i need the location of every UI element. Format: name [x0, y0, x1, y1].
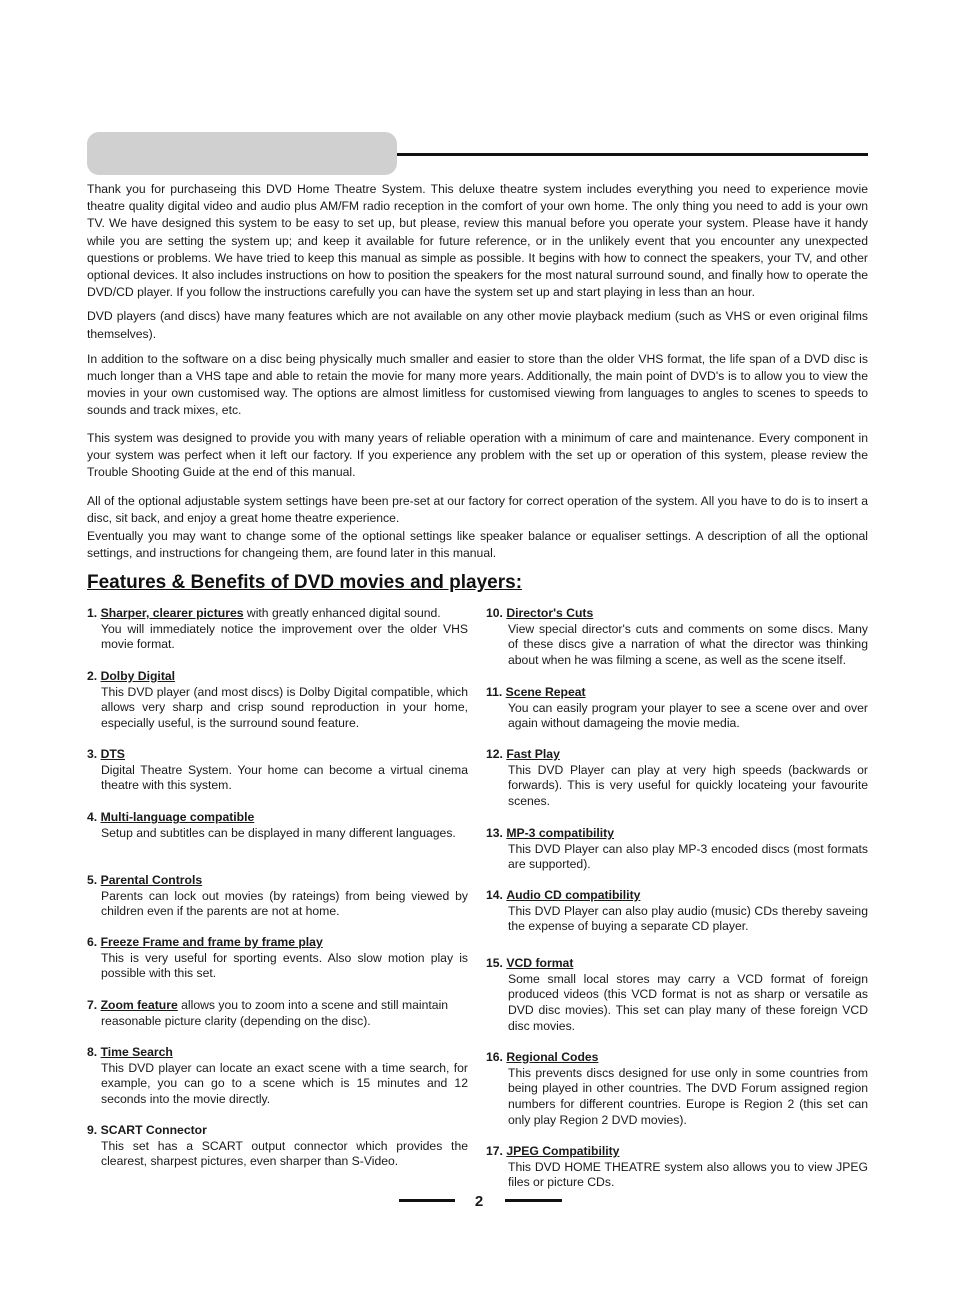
- intro-paragraph: This system was designed to provide you with many years of reliable operation with a minimum of care and maintenance. Every component in your system was perfect when it left our factory. If you experience any problem with the set up or operation of this system, please review the Trouble Shooting Guide at the end of this manual.: [87, 430, 868, 480]
- feature-number: 14.: [486, 888, 503, 902]
- features-heading: Features & Benefits of DVD movies and players:: [87, 572, 523, 593]
- feature-item: [87, 1045, 468, 1108]
- feature-number: 1.: [87, 606, 98, 620]
- feature-number: 10.: [486, 606, 503, 620]
- feature-text: Parents can lock out movies (by rateings) from being viewed by children even if the parents are not at home.: [101, 888, 468, 919]
- feature-title: Audio CD compatibility: [506, 888, 641, 902]
- feature-number: 13.: [486, 826, 503, 840]
- feature-item: [486, 747, 868, 810]
- feature-text: This DVD HOME THEATRE system also allows you to view JPEG files or picture CDs.: [508, 1159, 868, 1190]
- feature-number: 7.: [87, 998, 98, 1012]
- feature-title: Zoom feature: [100, 998, 178, 1012]
- feature-number: 17.: [486, 1144, 503, 1158]
- feature-text: You can easily program your player to see a scene over and over again without damageing the movie media.: [508, 700, 868, 731]
- feature-lead: with greatly enhanced digital sound.: [246, 606, 441, 620]
- feature-text: This DVD Player can play at very high speeds (backwards or forwards). This is very useful for quickly locateing your favourite scenes.: [508, 762, 868, 809]
- feature-lead: allows you to zoom into a scene and still maintain: [181, 998, 449, 1012]
- feature-title: Director's Cuts: [506, 606, 594, 620]
- feature-text: View special director's cuts and comments on some discs. Many of these discs give a narration of what the director was thinking about when he was filming a scene, as well as the scene itself.: [508, 621, 868, 668]
- feature-title: Time Search: [100, 1045, 173, 1059]
- feature-title: Regional Codes: [506, 1050, 599, 1064]
- intro-section: [87, 181, 868, 562]
- intro-paragraph: In addition to the software on a disc being physically much smaller and easier to store than the older VHS format, the life span of a DVD disc is much longer than a VHS tape and able to retain the movie for many more years. Additionally, the main point of DVD's is to allow you to view the movies in your own customised way. The options are almost limitless for customised viewing from languages to angles to scenes to speeds to sounds and track mixes, etc.: [87, 351, 868, 418]
- feature-item: [486, 826, 868, 873]
- feature-text: This is very useful for sporting events. Also slow motion play is possible with this set.: [101, 950, 468, 981]
- feature-number: 11.: [486, 685, 503, 699]
- feature-item: [87, 935, 468, 982]
- feature-text: reasonable picture clarity (depending on the disc).: [101, 1013, 371, 1028]
- feature-title: Multi-language compatible: [100, 810, 255, 824]
- feature-text: Setup and subtitles can be displayed in many different languages.: [101, 825, 456, 840]
- page-number-rule-left: [399, 1199, 455, 1202]
- header-rule: [397, 153, 868, 156]
- feature-text: This prevents discs designed for use only in some countries from being played in other countries. The DVD Forum assigned region numbers for different countries. Europe is Region 2 (this set can only play Region 2 DVD movies).: [508, 1065, 868, 1127]
- feature-title: SCART Connector: [100, 1123, 207, 1137]
- feature-text: This DVD player can locate an exact scene with a time search, for example, you can go to a scene which is 15 minutes and 12 seconds into the movie directly.: [101, 1060, 468, 1107]
- feature-title: Sharper, clearer pictures: [100, 606, 244, 620]
- feature-text: Digital Theatre System. Your home can become a virtual cinema theatre with this system.: [101, 762, 468, 793]
- feature-title: VCD format: [506, 956, 574, 970]
- feature-text: This set has a SCART output connector which provides the clearest, sharpest pictures, even sharper than S-Video.: [101, 1138, 468, 1169]
- feature-item: [486, 1144, 868, 1191]
- feature-number: 8.: [87, 1045, 98, 1059]
- header-banner: [87, 132, 397, 175]
- page-number: 2: [474, 1193, 484, 1210]
- feature-item: [87, 1123, 468, 1170]
- feature-title: Dolby Digital: [100, 669, 176, 683]
- page-number-rule-right: [505, 1199, 562, 1202]
- feature-item: [87, 873, 468, 920]
- feature-number: 12.: [486, 747, 503, 761]
- feature-title: Parental Controls: [100, 873, 203, 887]
- intro-paragraph: All of the optional adjustable system settings have been pre-set at our factory for correct operation of the system. All you have to do is to insert a disc, sit back, and enjoy a great home theatre experience.: [87, 494, 868, 526]
- feature-title: DTS: [100, 747, 125, 761]
- feature-text: This DVD Player can also play MP-3 encoded discs (most formats are supported).: [508, 841, 868, 872]
- feature-number: 16.: [486, 1050, 503, 1064]
- feature-item: [87, 747, 468, 794]
- feature-item: [87, 810, 468, 841]
- feature-number: 15.: [486, 956, 503, 970]
- feature-item: [486, 685, 868, 732]
- feature-item: [87, 998, 468, 1029]
- feature-title: MP-3 compatibility: [506, 826, 615, 840]
- feature-number: 9.: [87, 1123, 98, 1137]
- feature-text: Some small local stores may carry a VCD format of foreign produced videos (this VCD format is not as sharp or versatile as DVD disc movies). This set can play many of these foreign VCD disc movies.: [508, 971, 868, 1033]
- feature-item: [87, 669, 468, 732]
- feature-item: [486, 606, 868, 669]
- feature-number: 2.: [87, 669, 98, 683]
- intro-paragraph: Eventually you may want to change some of the optional settings like speaker balance or equaliser settings. A description of all the optional settings, and instructions for changeing them, are found later in this manual.: [87, 528, 868, 560]
- feature-title: Freeze Frame and frame by frame play: [100, 935, 323, 949]
- feature-number: 3.: [87, 747, 98, 761]
- feature-title: JPEG Compatibility: [506, 1144, 620, 1158]
- feature-title: Fast Play: [506, 747, 560, 761]
- feature-number: 6.: [87, 935, 98, 949]
- intro-paragraph: Thank you for purchaseing this DVD Home Theatre System. This deluxe theatre system includes everything you need to experience movie theatre quality digital video and audio plus AM/FM radio reception in the comfort of your own home. The only thing you need to add is your own TV. We have designed this system to be easy to set up, but please, review this manual before you operate your system. Please have it handy while you are setting the system up; and keep it available for future reference, or in the unlikely event that you encounter any unexpected questions or problems. We have tried to keep this manual as simple as possible. It begins with how to connect the speakers, your TV, and other optional devices. It also includes instructions on how to position the speakers for the most natural surround sound, and finally how to operate the DVD/CD player. If you follow the instructions carefully you can have the system set up and start playing in less than an hour.: [87, 182, 868, 300]
- feature-text: This DVD player (and most discs) is Dolby Digital compatible, which allows very sharp and crisp sound reproduction in your home, especially useful, is the surround sound feature.: [101, 684, 468, 731]
- feature-text: You will immediately notice the improvement over the older VHS movie format.: [101, 621, 468, 652]
- intro-paragraph: DVD players (and discs) have many features which are not available on any other movie playback medium (such as VHS or even original films themselves).: [87, 309, 868, 341]
- feature-item: [486, 888, 868, 935]
- feature-number: 5.: [87, 873, 98, 887]
- feature-item: [486, 1050, 868, 1129]
- feature-item: [486, 956, 868, 1035]
- feature-text: This DVD Player can also play audio (music) CDs thereby saveing the expense of buying a separate CD player.: [508, 903, 868, 934]
- feature-number: 4.: [87, 810, 98, 824]
- feature-item: [87, 606, 468, 653]
- feature-title: Scene Repeat: [505, 685, 586, 699]
